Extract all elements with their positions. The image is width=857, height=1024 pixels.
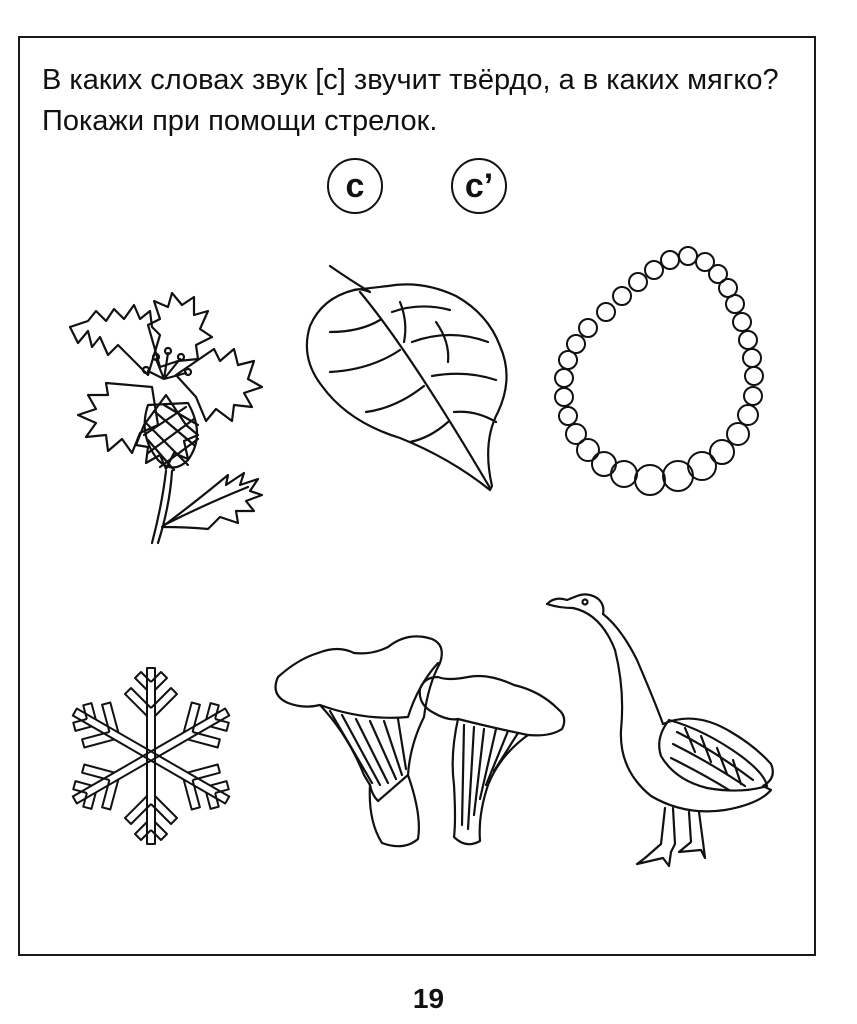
soft-s-badge: с’ xyxy=(451,158,507,214)
task-text: В каких словах звук [с] звучит твёрдо, а в каких мягко? Покажи при помощи стрелок. xyxy=(42,64,779,137)
snowflake-icon[interactable] xyxy=(66,660,236,852)
leaf-icon[interactable] xyxy=(300,262,512,494)
mushrooms-icon[interactable] xyxy=(268,625,568,850)
goose-icon[interactable] xyxy=(545,590,777,872)
hard-s-badge: с xyxy=(327,158,383,214)
page-number: 19 xyxy=(412,983,445,1014)
beads-icon[interactable] xyxy=(548,242,770,504)
cornflower-icon[interactable] xyxy=(48,275,268,550)
